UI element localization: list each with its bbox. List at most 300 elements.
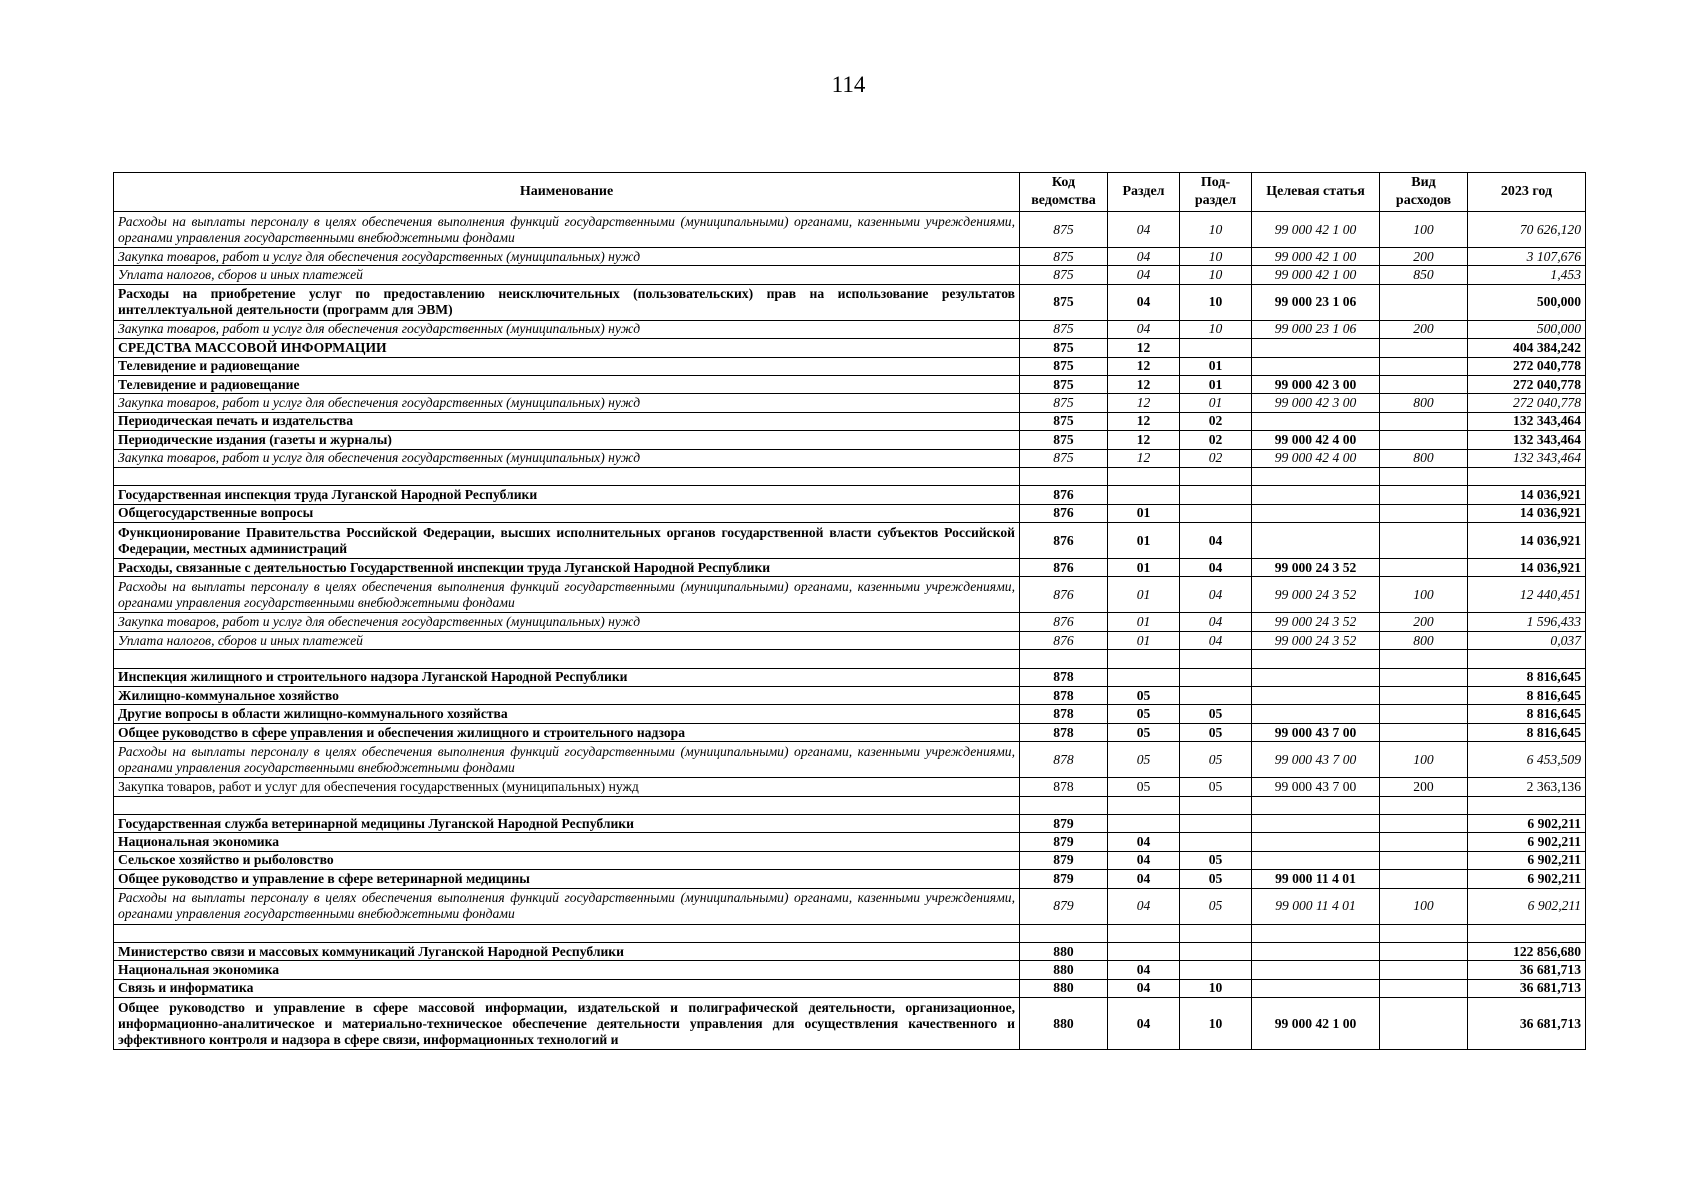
cell-section: 04 xyxy=(1108,248,1180,266)
cell-name: Периодические издания (газеты и журналы) xyxy=(114,431,1020,449)
cell-target: 99 000 24 3 52 xyxy=(1252,631,1380,649)
cell-subsection xyxy=(1180,942,1252,960)
cell-subsection: 05 xyxy=(1180,778,1252,796)
cell-target: 99 000 24 3 52 xyxy=(1252,577,1380,613)
cell-section: 01 xyxy=(1108,577,1180,613)
cell-name: Жилищно-коммунальное хозяйство xyxy=(114,687,1020,705)
cell-target xyxy=(1252,668,1380,686)
cell-section xyxy=(1108,796,1180,814)
cell-target: 99 000 43 7 00 xyxy=(1252,723,1380,741)
cell-subsection: 05 xyxy=(1180,742,1252,778)
cell-subsection xyxy=(1180,961,1252,979)
cell-subsection: 01 xyxy=(1180,394,1252,412)
cell-code: 880 xyxy=(1020,942,1108,960)
cell-type xyxy=(1380,375,1468,393)
cell-code: 876 xyxy=(1020,577,1108,613)
blank-row xyxy=(114,924,1586,942)
cell-code: 876 xyxy=(1020,559,1108,577)
cell-name: Закупка товаров, работ и услуг для обеспечения государственных (муниципальных) нужд xyxy=(114,778,1020,796)
cell-name: Уплата налогов, сборов и иных платежей xyxy=(114,631,1020,649)
cell-code: 875 xyxy=(1020,375,1108,393)
cell-subsection: 04 xyxy=(1180,577,1252,613)
cell-name: Общее руководство в сфере управления и обеспечения жилищного и строительного надзора xyxy=(114,723,1020,741)
table-row xyxy=(114,814,1586,832)
cell-amount: 14 036,921 xyxy=(1468,486,1586,504)
cell-target xyxy=(1252,523,1380,559)
cell-type xyxy=(1380,339,1468,357)
cell-target: 99 000 42 3 00 xyxy=(1252,375,1380,393)
cell-target xyxy=(1252,687,1380,705)
cell-target: 99 000 42 1 00 xyxy=(1252,998,1380,1050)
cell-type: 100 xyxy=(1380,212,1468,248)
cell-code xyxy=(1020,924,1108,942)
table-row xyxy=(114,504,1586,522)
cell-code: 879 xyxy=(1020,870,1108,888)
cell-section: 04 xyxy=(1108,833,1180,851)
blank-row xyxy=(114,650,1586,668)
cell-amount: 122 856,680 xyxy=(1468,942,1586,960)
cell-target: 99 000 42 4 00 xyxy=(1252,431,1380,449)
cell-target: 99 000 11 4 01 xyxy=(1252,870,1380,888)
cell-type: 100 xyxy=(1380,577,1468,613)
cell-amount: 6 902,211 xyxy=(1468,833,1586,851)
budget-table xyxy=(113,172,1586,1050)
cell-section: 01 xyxy=(1108,631,1180,649)
cell-code: 878 xyxy=(1020,687,1108,705)
cell-type xyxy=(1380,961,1468,979)
cell-name: Расходы на выплаты персоналу в целях обеспечения выполнения функций государственными (муниципальными) органами, казенными учреждениями, органами управления государственными внебюджетными фондами xyxy=(114,212,1020,248)
cell-target xyxy=(1252,851,1380,869)
table-row xyxy=(114,412,1586,430)
header-target: Целевая статья xyxy=(1252,173,1380,212)
cell-subsection xyxy=(1180,924,1252,942)
cell-type xyxy=(1380,979,1468,997)
table-row xyxy=(114,449,1586,467)
cell-target xyxy=(1252,412,1380,430)
cell-amount: 70 626,120 xyxy=(1468,212,1586,248)
cell-section: 12 xyxy=(1108,449,1180,467)
cell-amount: 500,000 xyxy=(1468,320,1586,338)
table-row xyxy=(114,668,1586,686)
cell-subsection: 10 xyxy=(1180,266,1252,284)
cell-name: Закупка товаров, работ и услуг для обеспечения государственных (муниципальных) нужд xyxy=(114,613,1020,631)
cell-target xyxy=(1252,942,1380,960)
cell-target xyxy=(1252,705,1380,723)
table-row xyxy=(114,320,1586,338)
cell-code: 879 xyxy=(1020,888,1108,924)
cell-section xyxy=(1108,924,1180,942)
cell-section: 01 xyxy=(1108,504,1180,522)
cell-amount: 6 453,509 xyxy=(1468,742,1586,778)
cell-code: 879 xyxy=(1020,814,1108,832)
cell-section: 05 xyxy=(1108,778,1180,796)
header-year: 2023 год xyxy=(1468,173,1586,212)
cell-subsection xyxy=(1180,814,1252,832)
table-row xyxy=(114,631,1586,649)
cell-target xyxy=(1252,357,1380,375)
cell-target: 99 000 23 1 06 xyxy=(1252,320,1380,338)
cell-type: 800 xyxy=(1380,631,1468,649)
cell-target xyxy=(1252,924,1380,942)
table-row xyxy=(114,742,1586,778)
cell-type xyxy=(1380,796,1468,814)
cell-type: 200 xyxy=(1380,248,1468,266)
table-row xyxy=(114,212,1586,248)
cell-subsection xyxy=(1180,339,1252,357)
cell-section: 05 xyxy=(1108,687,1180,705)
table-row xyxy=(114,888,1586,924)
cell-code: 878 xyxy=(1020,778,1108,796)
cell-amount: 272 040,778 xyxy=(1468,394,1586,412)
cell-subsection: 05 xyxy=(1180,851,1252,869)
cell-name: Общее руководство и управление в сфере ветеринарной медицины xyxy=(114,870,1020,888)
cell-section: 12 xyxy=(1108,357,1180,375)
cell-amount: 1 596,433 xyxy=(1468,613,1586,631)
cell-name: Министерство связи и массовых коммуникаций Луганской Народной Республики xyxy=(114,942,1020,960)
cell-subsection: 04 xyxy=(1180,559,1252,577)
cell-target xyxy=(1252,467,1380,485)
cell-name: Национальная экономика xyxy=(114,833,1020,851)
cell-type: 800 xyxy=(1380,394,1468,412)
cell-name xyxy=(114,467,1020,485)
cell-section: 05 xyxy=(1108,723,1180,741)
cell-subsection xyxy=(1180,796,1252,814)
cell-subsection xyxy=(1180,486,1252,504)
cell-code xyxy=(1020,467,1108,485)
cell-section: 04 xyxy=(1108,284,1180,320)
cell-subsection: 04 xyxy=(1180,613,1252,631)
table-row xyxy=(114,486,1586,504)
cell-name: Закупка товаров, работ и услуг для обеспечения государственных (муниципальных) нужд xyxy=(114,449,1020,467)
table-row xyxy=(114,723,1586,741)
table-header xyxy=(114,173,1586,212)
header-code: Код ведомства xyxy=(1020,173,1108,212)
cell-amount: 8 816,645 xyxy=(1468,668,1586,686)
cell-name: Национальная экономика xyxy=(114,961,1020,979)
table-row xyxy=(114,687,1586,705)
cell-name: Периодическая печать и издательства xyxy=(114,412,1020,430)
cell-amount: 2 363,136 xyxy=(1468,778,1586,796)
cell-target: 99 000 42 1 00 xyxy=(1252,212,1380,248)
cell-name: Государственная инспекция труда Луганской Народной Республики xyxy=(114,486,1020,504)
page-number: 114 xyxy=(831,72,866,97)
cell-target xyxy=(1252,504,1380,522)
cell-amount: 14 036,921 xyxy=(1468,504,1586,522)
cell-section: 12 xyxy=(1108,394,1180,412)
cell-section: 12 xyxy=(1108,431,1180,449)
cell-type xyxy=(1380,998,1468,1050)
cell-type xyxy=(1380,705,1468,723)
cell-subsection: 10 xyxy=(1180,248,1252,266)
table-row xyxy=(114,833,1586,851)
header-section: Раздел xyxy=(1108,173,1180,212)
cell-name: Расходы, связанные с деятельностью Государственной инспекции труда Луганской Народной Республики xyxy=(114,559,1020,577)
cell-amount: 1,453 xyxy=(1468,266,1586,284)
cell-type xyxy=(1380,284,1468,320)
cell-section: 12 xyxy=(1108,375,1180,393)
cell-amount: 3 107,676 xyxy=(1468,248,1586,266)
cell-name: Сельское хозяйство и рыболовство xyxy=(114,851,1020,869)
cell-code: 879 xyxy=(1020,833,1108,851)
cell-name: Закупка товаров, работ и услуг для обеспечения государственных (муниципальных) нужд xyxy=(114,248,1020,266)
cell-name xyxy=(114,924,1020,942)
cell-code: 880 xyxy=(1020,998,1108,1050)
cell-target xyxy=(1252,961,1380,979)
cell-type: 200 xyxy=(1380,320,1468,338)
cell-code xyxy=(1020,796,1108,814)
table-row xyxy=(114,870,1586,888)
cell-code: 878 xyxy=(1020,705,1108,723)
cell-type: 850 xyxy=(1380,266,1468,284)
cell-code xyxy=(1020,650,1108,668)
cell-section xyxy=(1108,650,1180,668)
cell-name: Расходы на выплаты персоналу в целях обеспечения выполнения функций государственными (муниципальными) органами, казенными учреждениями, органами управления государственными внебюджетными фондами xyxy=(114,742,1020,778)
cell-section: 04 xyxy=(1108,888,1180,924)
table-body xyxy=(114,212,1586,1050)
cell-name: Инспекция жилищного и строительного надзора Луганской Народной Республики xyxy=(114,668,1020,686)
cell-type: 100 xyxy=(1380,888,1468,924)
table-row xyxy=(114,559,1586,577)
cell-type xyxy=(1380,504,1468,522)
cell-subsection: 05 xyxy=(1180,888,1252,924)
cell-name: Функционирование Правительства Российской Федерации, высших исполнительных органов государственной власти субъектов Российской Федерации, местных администраций xyxy=(114,523,1020,559)
cell-type: 100 xyxy=(1380,742,1468,778)
cell-type xyxy=(1380,650,1468,668)
cell-section: 04 xyxy=(1108,212,1180,248)
cell-subsection xyxy=(1180,668,1252,686)
cell-name: Телевидение и радиовещание xyxy=(114,357,1020,375)
cell-section: 05 xyxy=(1108,742,1180,778)
cell-target: 99 000 42 3 00 xyxy=(1252,394,1380,412)
cell-amount: 6 902,211 xyxy=(1468,888,1586,924)
cell-type xyxy=(1380,924,1468,942)
cell-section xyxy=(1108,814,1180,832)
cell-target xyxy=(1252,979,1380,997)
cell-section: 04 xyxy=(1108,320,1180,338)
table-row xyxy=(114,357,1586,375)
cell-type: 200 xyxy=(1380,613,1468,631)
cell-subsection xyxy=(1180,833,1252,851)
cell-subsection xyxy=(1180,650,1252,668)
cell-name: Закупка товаров, работ и услуг для обеспечения государственных (муниципальных) нужд xyxy=(114,394,1020,412)
cell-subsection: 05 xyxy=(1180,705,1252,723)
cell-amount: 36 681,713 xyxy=(1468,998,1586,1050)
table-row xyxy=(114,613,1586,631)
cell-code: 876 xyxy=(1020,486,1108,504)
cell-code: 878 xyxy=(1020,668,1108,686)
cell-amount: 132 343,464 xyxy=(1468,412,1586,430)
cell-target xyxy=(1252,796,1380,814)
cell-section: 01 xyxy=(1108,559,1180,577)
cell-target xyxy=(1252,339,1380,357)
cell-section: 04 xyxy=(1108,998,1180,1050)
blank-row xyxy=(114,796,1586,814)
cell-subsection xyxy=(1180,467,1252,485)
table-row xyxy=(114,375,1586,393)
cell-name: СРЕДСТВА МАССОВОЙ ИНФОРМАЦИИ xyxy=(114,339,1020,357)
cell-amount: 132 343,464 xyxy=(1468,431,1586,449)
cell-type xyxy=(1380,467,1468,485)
cell-code: 875 xyxy=(1020,248,1108,266)
cell-target: 99 000 11 4 01 xyxy=(1252,888,1380,924)
cell-type xyxy=(1380,833,1468,851)
cell-code: 875 xyxy=(1020,412,1108,430)
cell-subsection: 10 xyxy=(1180,998,1252,1050)
table-row xyxy=(114,339,1586,357)
table-row xyxy=(114,284,1586,320)
cell-target: 99 000 42 1 00 xyxy=(1252,266,1380,284)
table-row xyxy=(114,998,1586,1050)
cell-subsection: 05 xyxy=(1180,870,1252,888)
cell-target: 99 000 24 3 52 xyxy=(1252,613,1380,631)
cell-amount: 404 384,242 xyxy=(1468,339,1586,357)
table-row xyxy=(114,778,1586,796)
cell-subsection: 05 xyxy=(1180,723,1252,741)
cell-amount: 272 040,778 xyxy=(1468,375,1586,393)
cell-target xyxy=(1252,833,1380,851)
cell-subsection: 10 xyxy=(1180,979,1252,997)
cell-amount: 132 343,464 xyxy=(1468,449,1586,467)
cell-subsection xyxy=(1180,504,1252,522)
cell-target: 99 000 42 4 00 xyxy=(1252,449,1380,467)
cell-subsection: 02 xyxy=(1180,449,1252,467)
cell-name: Уплата налогов, сборов и иных платежей xyxy=(114,266,1020,284)
cell-amount: 14 036,921 xyxy=(1468,523,1586,559)
cell-code: 875 xyxy=(1020,320,1108,338)
cell-code: 876 xyxy=(1020,631,1108,649)
cell-type xyxy=(1380,431,1468,449)
cell-amount: 12 440,451 xyxy=(1468,577,1586,613)
cell-name: Расходы на приобретение услуг по предоставлению неисключительных (пользовательских) прав на использование результатов интеллектуальной деятельности (программ для ЭВМ) xyxy=(114,284,1020,320)
cell-type: 800 xyxy=(1380,449,1468,467)
cell-amount xyxy=(1468,796,1586,814)
cell-code: 875 xyxy=(1020,339,1108,357)
cell-target xyxy=(1252,650,1380,668)
table-row xyxy=(114,523,1586,559)
cell-target xyxy=(1252,814,1380,832)
cell-code: 875 xyxy=(1020,449,1108,467)
cell-subsection: 02 xyxy=(1180,412,1252,430)
header-type: Вид расходов xyxy=(1380,173,1468,212)
cell-name: Государственная служба ветеринарной медицины Луганской Народной Республики xyxy=(114,814,1020,832)
table-row xyxy=(114,431,1586,449)
blank-row xyxy=(114,467,1586,485)
cell-name: Общее руководство и управление в сфере массовой информации, издательской и полиграфической деятельности, организационное, информационно-аналитическое и материально-техническое обеспечение деятельности управления для осуществления качественного и эффективного контроля и надзора в сфере связи, информационных технологий и xyxy=(114,998,1020,1050)
cell-target: 99 000 24 3 52 xyxy=(1252,559,1380,577)
cell-amount: 6 902,211 xyxy=(1468,870,1586,888)
cell-type xyxy=(1380,814,1468,832)
cell-amount: 6 902,211 xyxy=(1468,814,1586,832)
cell-section: 01 xyxy=(1108,613,1180,631)
cell-type xyxy=(1380,723,1468,741)
cell-type xyxy=(1380,851,1468,869)
table-row xyxy=(114,705,1586,723)
table-row xyxy=(114,266,1586,284)
table-row xyxy=(114,942,1586,960)
cell-section: 12 xyxy=(1108,339,1180,357)
cell-code: 875 xyxy=(1020,394,1108,412)
cell-code: 879 xyxy=(1020,851,1108,869)
cell-name xyxy=(114,650,1020,668)
cell-amount: 0,037 xyxy=(1468,631,1586,649)
cell-subsection: 04 xyxy=(1180,631,1252,649)
table-row xyxy=(114,248,1586,266)
header-name: Наименование xyxy=(114,173,1020,212)
cell-subsection: 02 xyxy=(1180,431,1252,449)
cell-code: 876 xyxy=(1020,523,1108,559)
cell-type xyxy=(1380,523,1468,559)
cell-section: 04 xyxy=(1108,870,1180,888)
cell-section xyxy=(1108,668,1180,686)
table-row xyxy=(114,961,1586,979)
cell-amount: 36 681,713 xyxy=(1468,979,1586,997)
cell-name xyxy=(114,796,1020,814)
cell-section: 04 xyxy=(1108,979,1180,997)
cell-section xyxy=(1108,942,1180,960)
cell-name: Расходы на выплаты персоналу в целях обеспечения выполнения функций государственными (муниципальными) органами, казенными учреждениями, органами управления государственными внебюджетными фондами xyxy=(114,577,1020,613)
cell-section: 04 xyxy=(1108,266,1180,284)
cell-target: 99 000 43 7 00 xyxy=(1252,778,1380,796)
cell-section: 04 xyxy=(1108,851,1180,869)
table-row xyxy=(114,979,1586,997)
cell-name: Телевидение и радиовещание xyxy=(114,375,1020,393)
cell-type xyxy=(1380,559,1468,577)
cell-subsection: 01 xyxy=(1180,375,1252,393)
cell-amount: 272 040,778 xyxy=(1468,357,1586,375)
cell-code: 875 xyxy=(1020,284,1108,320)
cell-code: 875 xyxy=(1020,266,1108,284)
cell-amount: 6 902,211 xyxy=(1468,851,1586,869)
table-row xyxy=(114,577,1586,613)
cell-amount: 8 816,645 xyxy=(1468,687,1586,705)
cell-code: 880 xyxy=(1020,961,1108,979)
cell-name: Другие вопросы в области жилищно-коммунального хозяйства xyxy=(114,705,1020,723)
cell-subsection: 10 xyxy=(1180,212,1252,248)
cell-code: 876 xyxy=(1020,504,1108,522)
cell-code: 876 xyxy=(1020,613,1108,631)
cell-target: 99 000 42 1 00 xyxy=(1252,248,1380,266)
cell-type xyxy=(1380,486,1468,504)
cell-code: 875 xyxy=(1020,431,1108,449)
cell-section: 04 xyxy=(1108,961,1180,979)
cell-target: 99 000 23 1 06 xyxy=(1252,284,1380,320)
cell-amount xyxy=(1468,650,1586,668)
cell-amount xyxy=(1468,924,1586,942)
cell-section xyxy=(1108,486,1180,504)
cell-target: 99 000 43 7 00 xyxy=(1252,742,1380,778)
cell-subsection: 04 xyxy=(1180,523,1252,559)
cell-subsection xyxy=(1180,687,1252,705)
table-row xyxy=(114,851,1586,869)
cell-amount: 8 816,645 xyxy=(1468,705,1586,723)
table-row xyxy=(114,394,1586,412)
cell-type xyxy=(1380,870,1468,888)
cell-type xyxy=(1380,942,1468,960)
cell-name: Закупка товаров, работ и услуг для обеспечения государственных (муниципальных) нужд xyxy=(114,320,1020,338)
cell-amount: 500,000 xyxy=(1468,284,1586,320)
cell-amount: 36 681,713 xyxy=(1468,961,1586,979)
cell-section: 12 xyxy=(1108,412,1180,430)
cell-code: 880 xyxy=(1020,979,1108,997)
cell-type xyxy=(1380,687,1468,705)
cell-name: Расходы на выплаты персоналу в целях обеспечения выполнения функций государственными (муниципальными) органами, казенными учреждениями, органами управления государственными внебюджетными фондами xyxy=(114,888,1020,924)
cell-code: 878 xyxy=(1020,742,1108,778)
cell-subsection: 10 xyxy=(1180,320,1252,338)
cell-target xyxy=(1252,486,1380,504)
cell-code: 875 xyxy=(1020,212,1108,248)
cell-name: Общегосударственные вопросы xyxy=(114,504,1020,522)
cell-subsection: 10 xyxy=(1180,284,1252,320)
